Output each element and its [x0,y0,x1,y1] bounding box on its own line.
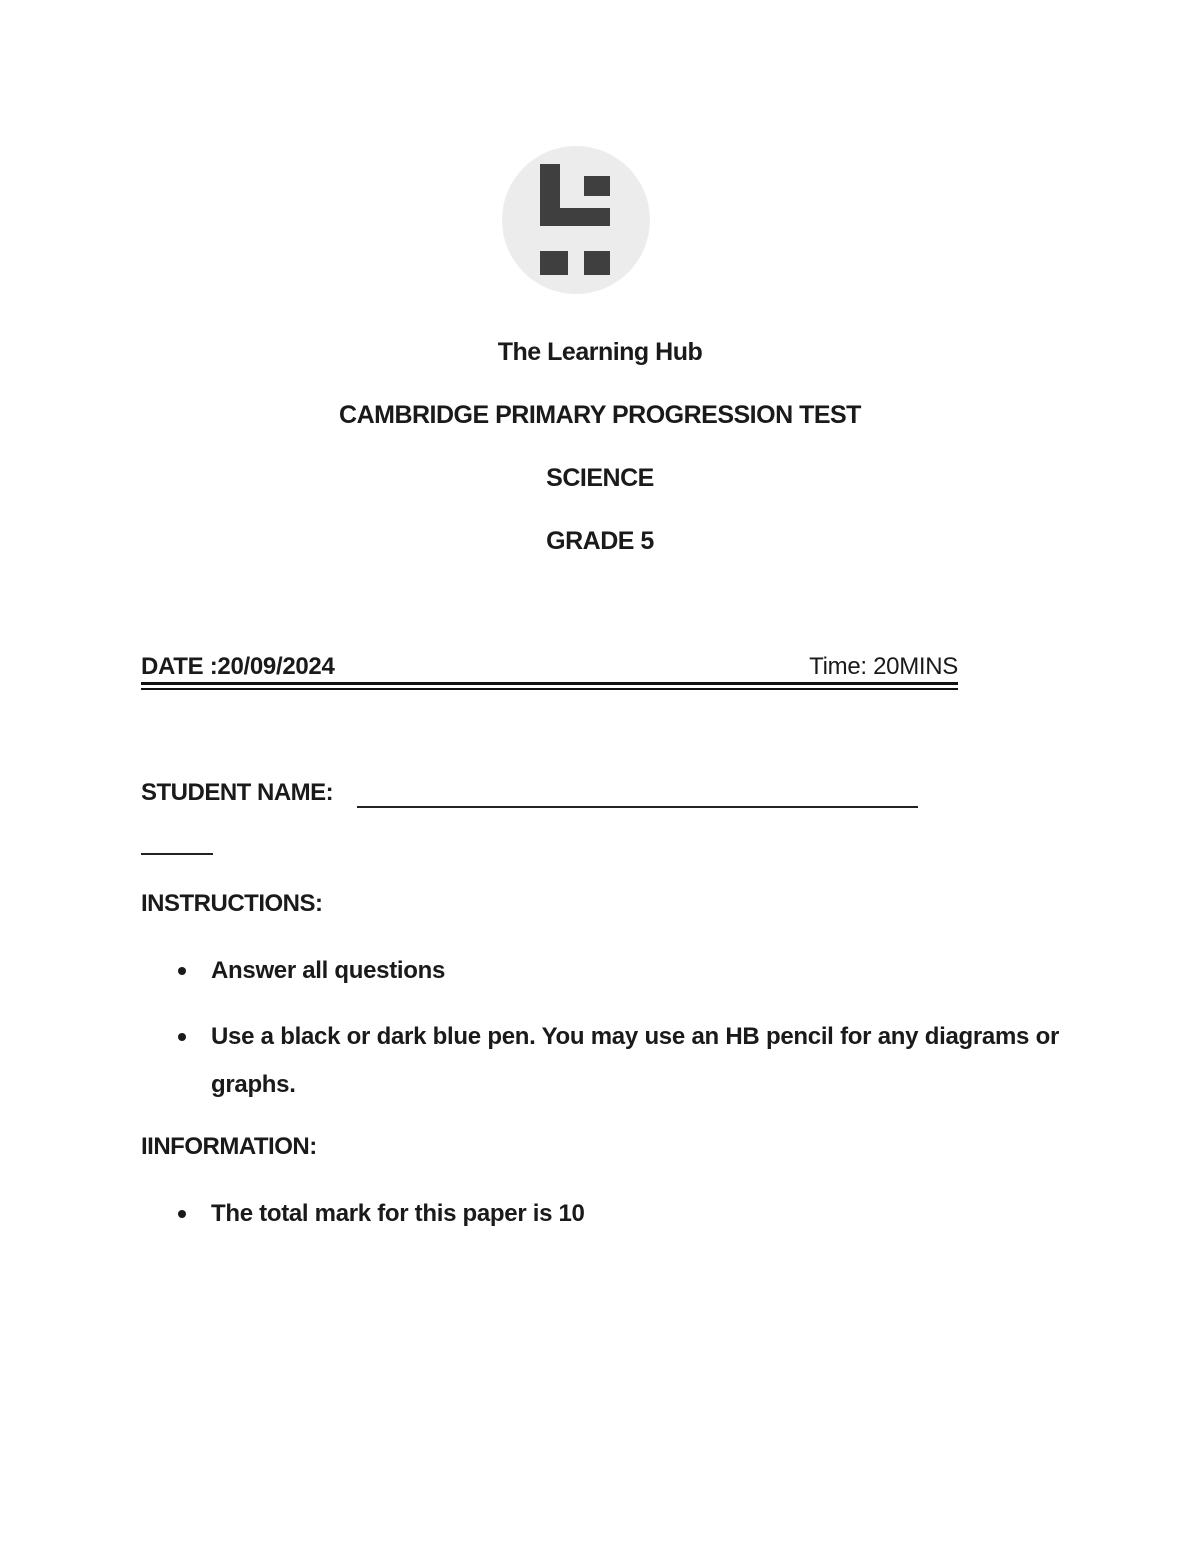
logo-mark-icon [502,146,650,294]
information-text: The total mark for this paper is 10 [211,1200,585,1227]
subject-title: SCIENCE [546,464,654,492]
organization-name: The Learning Hub [497,338,703,366]
instruction-text: Use a black or dark blue pen. You may use an HB pencil for any diagrams or graphs. [211,1023,1059,1098]
student-name-blank [357,806,918,808]
instructions-heading: INSTRUCTIONS: [141,890,323,917]
instruction-item [211,1013,1059,1109]
bullet-icon [178,1210,186,1218]
instruction-text: Answer all questions [211,957,446,984]
test-duration: Time: 20MINS [809,653,958,680]
double-underline [141,682,958,690]
student-name-label: STUDENT NAME: [141,779,334,806]
information-heading: IINFORMATION: [141,1133,317,1160]
learning-hub-logo [502,146,650,294]
test-date: DATE :20/09/2024 [141,653,335,680]
test-title: CAMBRIDGE PRIMARY PROGRESSION TEST [339,401,861,429]
bullet-icon [178,1033,186,1041]
short-blank-line [141,853,213,855]
instruction-item [211,947,1059,995]
bullet-icon [178,967,186,975]
grade-title: GRADE 5 [546,527,654,555]
information-item [211,1190,1059,1238]
